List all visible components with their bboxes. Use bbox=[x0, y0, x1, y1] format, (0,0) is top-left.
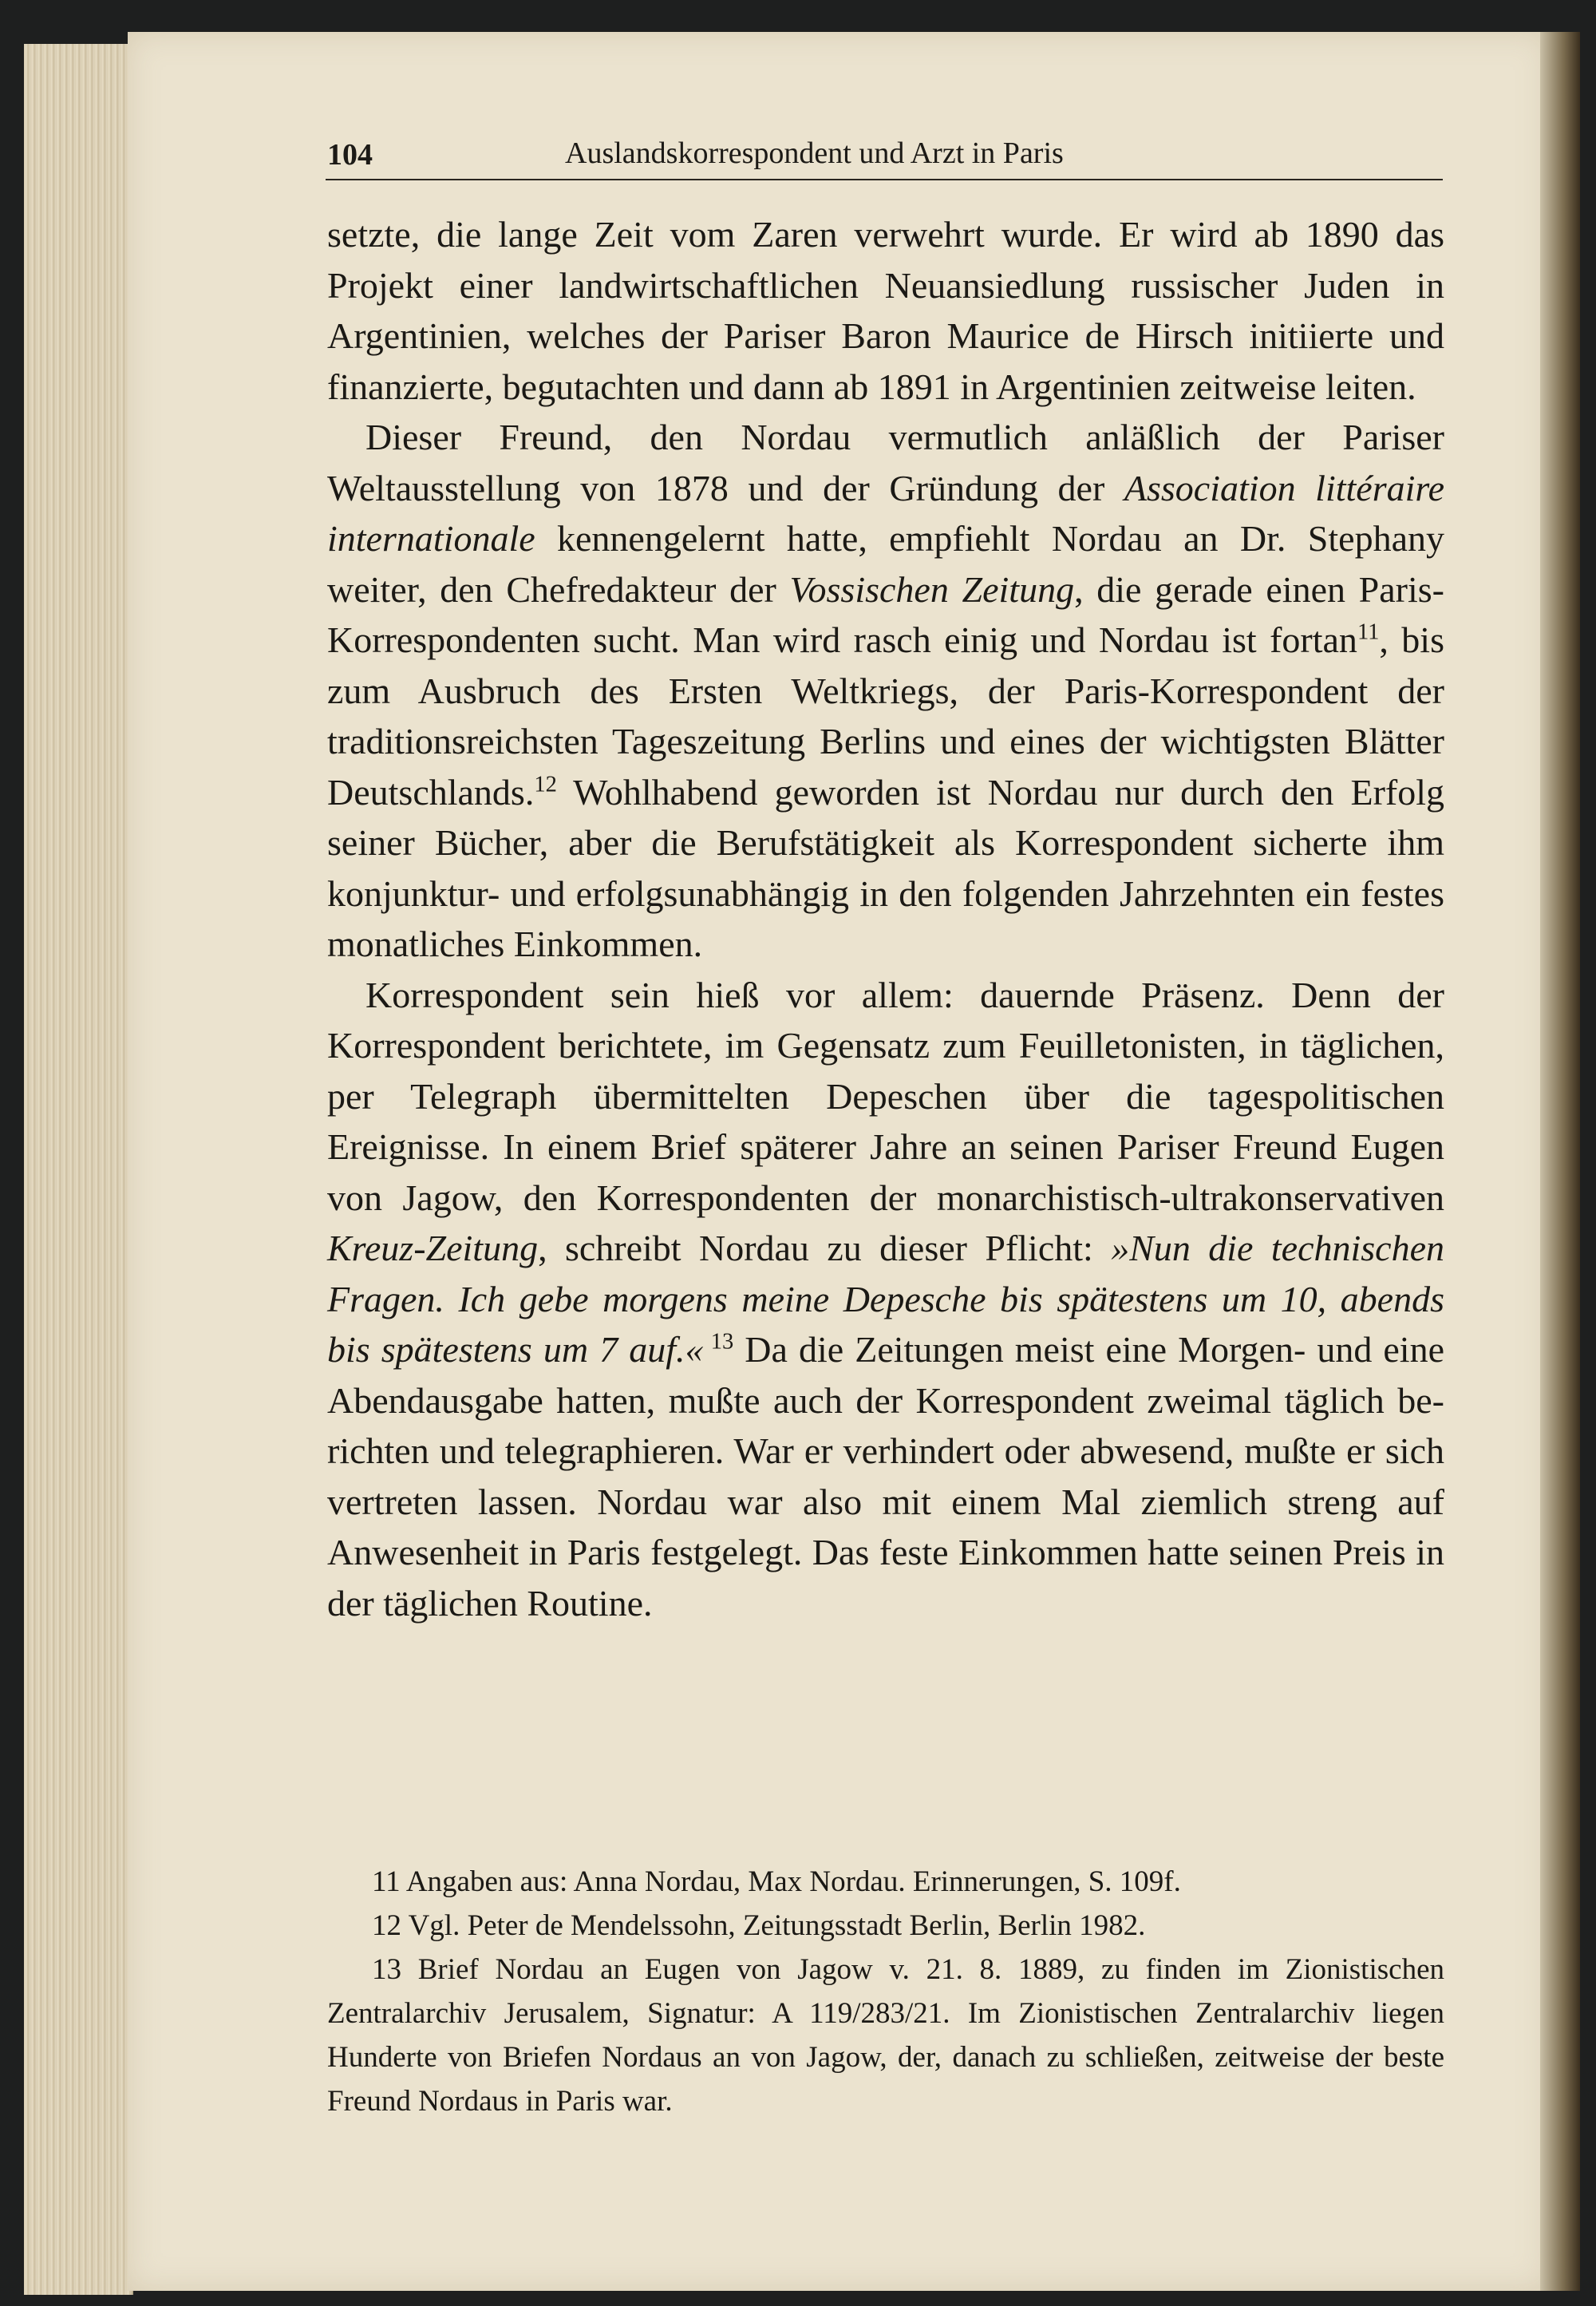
italic-text: »Nun die technischen Fragen. Ich gebe morgens meine Depesche bis spätestens um 10, abends bis spätestens um 7 auf.« bbox=[327, 1228, 1444, 1370]
text-run: Da die Zeitungen meist eine Morgen- und eine Abendausgabe hatten, mußte auch der Korrespondent zweimal täglich berichten und telegraphieren. War er verhindert oder abwesend, mußte er sich vertreten lassen. Nordau war also mit einem Mal ziemlich streng auf Anwesenheit in Paris festgelegt. Das feste Einkommen hatte seinen Preis in der täglichen Routine. bbox=[327, 1329, 1445, 1624]
footnote-12: 12 Vgl. Peter de Mendelssohn, Zeitungsstadt Berlin, Berlin 1982. bbox=[372, 1909, 1146, 1942]
header-rule bbox=[326, 179, 1443, 180]
text-run: Wohlhabend geworden ist Nordau nur durch den Erfolg seiner Bücher, aber die Berufstätigkeit als Korrespondent sicherte ihm konjunktur- und erfolgsunabhängig in den folgenden Jahrzehnten ein festes monatliches Einkommen. bbox=[327, 771, 1444, 964]
body-text bbox=[327, 209, 1444, 1628]
paragraph-2 bbox=[327, 412, 1444, 970]
italic-text: Vossischen Zeitung bbox=[789, 568, 1075, 610]
running-head: Auslandskorrespondent und Arzt in Paris bbox=[565, 136, 1064, 170]
text-run: setzte, die lange Zeit vom Zaren verwehrt wurde. Er wird ab 1890 das Projekt einer landwirtschaftlichen Neuansiedlung russischer Juden in Argentinien, welches der Pariser Baron Maurice de Hirsch initiierte und finanzierte, begutachten und dann ab 1891 in Argentinien zeitweise leiten. bbox=[327, 214, 1444, 407]
footnote-ref: 11 bbox=[1357, 619, 1380, 645]
text-run: Dieser Freund, den Nordau vermutlich anläßlich der Pariser Weltausstellung von 1878 und der Gründung der bbox=[327, 417, 1444, 508]
paragraph-3 bbox=[327, 970, 1444, 1629]
footnote-11: 11 Angaben aus: Anna Nordau, Max Nordau. Erinnerungen, S. 109f. bbox=[372, 1865, 1181, 1898]
footnotes bbox=[327, 1860, 1444, 2123]
text-run bbox=[704, 1329, 711, 1370]
italic-text: Kreuz-Zeitung bbox=[327, 1228, 539, 1268]
book-page-edges bbox=[24, 44, 133, 2295]
book-gutter-shadow bbox=[1540, 32, 1580, 2291]
paragraph-1 bbox=[327, 209, 1444, 412]
text-run: , schreibt Nordau zu dieser Pflicht: bbox=[538, 1228, 1112, 1268]
text-run: Korrespondent sein hieß vor allem: dauernde Präsenz. Denn der Korrespondent berichtete, im Gegensatz zum Feuilletonisten, in täglichen, per Telegraph übermittelten Depeschen über die tagespolitischen Ereignisse. In einem Brief späterer Jahre an seinen Pariser Freund Eugen von Jagow, den Korrespondenten der monarchistisch-ultrakonservativen bbox=[327, 974, 1444, 1218]
text-run: , die gerade einen Paris-Korrespondenten sucht. Man wird rasch einig und Nordau ist fortan bbox=[327, 568, 1444, 660]
italic-text: Association littéraire internationale bbox=[327, 467, 1444, 559]
text-run: kennengelernt hatte, empfiehlt Nordau an Dr. Stephany weiter, den Chefredakteur der bbox=[327, 518, 1444, 610]
footnote-13: 13 Brief Nordau an Eugen von Jagow v. 21. 8. 1889, zu finden im Zionistischen Zentralarchiv Jerusalem, Signatur: A 119/283/21. Im Zionistischen Zentralarchiv liegen Hunderte von Briefen Nordaus an von Jagow, der, danach zu schließen, zeitweise der beste Freund Nordaus in Paris war. bbox=[327, 1953, 1444, 2118]
page-number: 104 bbox=[327, 138, 373, 172]
footnote-ref: 13 bbox=[710, 1329, 734, 1355]
footnote-ref: 12 bbox=[534, 772, 557, 797]
text-run: , bis zum Ausbruch des Ersten Weltkriegs, der Paris-Korrespondent der traditionsreichsten Tageszeitung Berlins und eines der wichtigsten Blätter Deutschlands. bbox=[327, 619, 1444, 813]
